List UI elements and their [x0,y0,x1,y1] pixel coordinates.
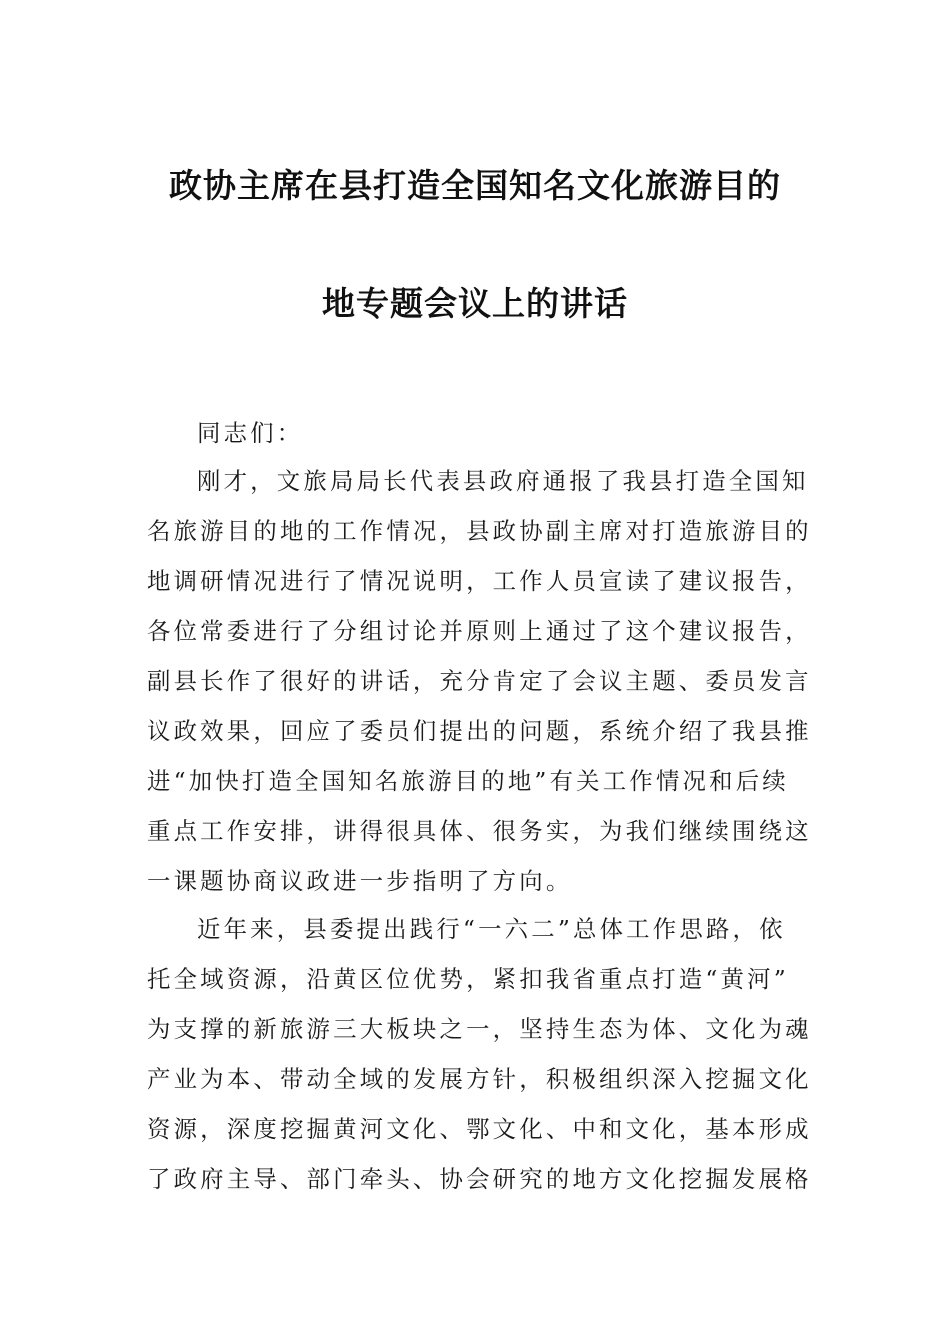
paragraph-1-line: 各位常委进行了分组讨论并原则上通过了这个建议报告， [147,617,812,645]
paragraph-2-line: 产业为本、带动全域的发展方针，积极组织深入挖掘文化 [147,1065,812,1093]
paragraph-1-line: 重点工作安排，讲得很具体、很务实，为我们继续围绕这 [147,817,812,845]
paragraph-1-line: 进“加快打造全国知名旅游目的地”有关工作情况和后续 [147,767,789,795]
salutation: 同志们： [197,419,304,447]
paragraph-1-line: 副县长作了很好的讲话，充分肯定了会议主题、委员发言 [147,667,812,695]
paragraph-2-line: 为支撑的新旅游三大板块之一，坚持生态为体、文化为魂 [147,1015,812,1043]
paragraph-2-line: 托全域资源，沿黄区位优势，紧扣我省重点打造“黄河” [147,965,789,993]
paragraph-1-line: 名旅游目的地的工作情况，县政协副主席对打造旅游目的 [147,517,812,545]
paragraph-1-line: 地调研情况进行了情况说明，工作人员宣读了建议报告， [147,567,812,595]
paragraph-1-line: 刚才，文旅局局长代表县政府通报了我县打造全国知 [197,467,809,495]
paragraph-1-line: 议政效果，回应了委员们提出的问题，系统介绍了我县推 [147,717,812,745]
paragraph-1-line: 一课题协商议政进一步指明了方向。 [147,867,573,895]
paragraph-2-line: 了政府主导、部门牵头、协会研究的地方文化挖掘发展格 [147,1165,812,1193]
document-title-line-2: 地专题会议上的讲话 [322,284,628,323]
document-title-line-1: 政协主席在县打造全国知名文化旅游目的 [169,166,781,205]
paragraph-2-line: 资源，深度挖掘黄河文化、鄂文化、中和文化，基本形成 [147,1115,812,1143]
paragraph-2-line: 近年来，县委提出践行“一六二”总体工作思路，依 [197,915,786,943]
